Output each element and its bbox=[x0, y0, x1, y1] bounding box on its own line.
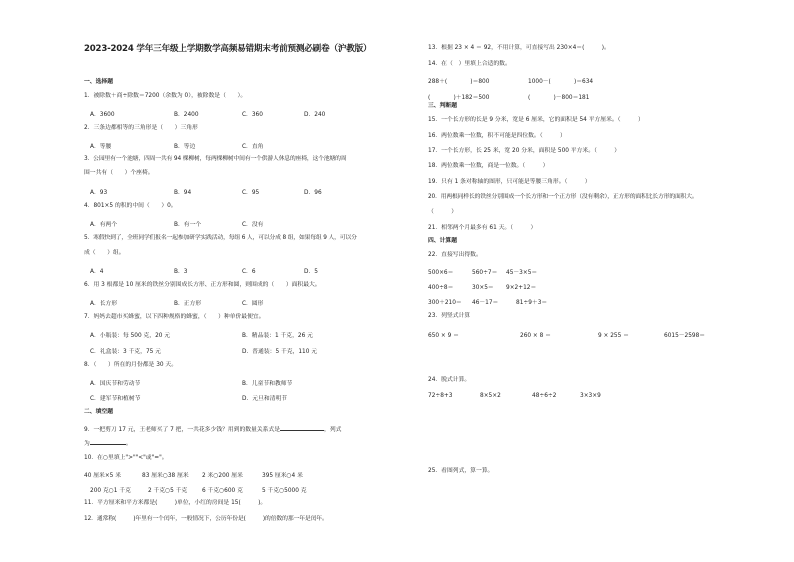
option: C．建军节和植树节 bbox=[90, 396, 141, 402]
question-8: 8．（ ）所在的月份都是 30 天。 bbox=[84, 362, 178, 368]
fill-item: ( )＋182＝500 bbox=[428, 95, 490, 101]
calc-item: 560÷7＝ bbox=[472, 270, 498, 276]
option: D．5 bbox=[304, 269, 318, 275]
calc-item: 400÷8＝ bbox=[428, 285, 454, 291]
question-20-cont: （ ） bbox=[428, 209, 457, 215]
section-fill: 二、填空题 bbox=[84, 409, 113, 415]
option: A．4 bbox=[90, 269, 104, 275]
question-3: 3．公园里有一个池塘，四周一共有 94 棵柳树，每两棵柳树中间有一个供游人休息的座椅，这个池塘的周 bbox=[84, 156, 347, 162]
option: B．正方形 bbox=[174, 301, 202, 307]
option: D．240 bbox=[304, 112, 326, 118]
calc-item: 46－17＝ bbox=[472, 300, 499, 306]
option: A．93 bbox=[90, 190, 108, 196]
calc-item: 72÷8+3 bbox=[428, 393, 453, 399]
question-12: 12．通常称( )年里有一个闰年，一般情况下，公历年份是( )的倍数的那一年是闰年。 bbox=[84, 516, 328, 522]
calc-item: 500×6＝ bbox=[428, 270, 454, 276]
calc-item: 30×5＝ bbox=[472, 285, 494, 291]
compare-item: 5 千克○5000 克 bbox=[262, 488, 307, 494]
option: B．等边 bbox=[174, 144, 196, 150]
option: D．普通装：5 千克，110 元 bbox=[242, 349, 318, 355]
option: C．直角 bbox=[242, 144, 264, 150]
option: B．3 bbox=[174, 269, 188, 275]
calc-item: 48÷6÷2 bbox=[532, 393, 557, 399]
question-16: 16．两位数乘一位数，积不可能是四位数。（ ） bbox=[428, 133, 566, 139]
option: C．没有 bbox=[242, 222, 264, 228]
question-2: 2．三条边都相等的三角形是（ ）三角形 bbox=[84, 125, 198, 131]
question-20: 20．用两根同样长的铁丝分别围成一个长方形和一个正方形（没有剩余），正方形的面积比长方形的面积大。 bbox=[428, 194, 698, 200]
question-13: 13．根据 23 × 4 ＝ 92，不用计算，可直接写出 230×4＝( )。 bbox=[428, 45, 610, 51]
option: D．96 bbox=[304, 190, 322, 196]
calc-item: 260 × 8 ＝ bbox=[520, 333, 551, 339]
option: A．小瓶装：每 500 克，20 元 bbox=[90, 333, 171, 339]
question-5: 5．寒假快到了，全班同学们报名一起参加研学实践活动，每组 6 人，可以分成 8 组，如果每组 9 人，可以分 bbox=[84, 235, 357, 241]
calc-item: 9 × 255 ＝ bbox=[598, 333, 629, 339]
compare-item: 395 厘米○4 米 bbox=[262, 473, 303, 479]
question-10: 10．在○里填上">""<"或"="。 bbox=[84, 455, 168, 461]
question-9-text-2: ，列式 bbox=[324, 427, 342, 433]
option: C．95 bbox=[242, 190, 260, 196]
question-24: 24．脱式计算。 bbox=[428, 377, 471, 383]
calc-item: 9×2+12＝ bbox=[506, 285, 537, 291]
fill-item: ( )－800＝181 bbox=[528, 95, 590, 101]
question-22: 22．直接写出得数。 bbox=[428, 252, 482, 258]
question-18: 18．两位数乘一位数，商是一位数。（ ） bbox=[428, 163, 549, 169]
option: B．精品装：1 千克，26 元 bbox=[242, 333, 313, 339]
compare-item: 6 千克○600 克 bbox=[202, 488, 243, 494]
question-19: 19．只有 1 条对称轴的图形，只可能是等腰三角形。（ ） bbox=[428, 179, 591, 185]
section-choice: 一、选择题 bbox=[84, 79, 113, 85]
option: A．等腰 bbox=[90, 144, 112, 150]
compare-item: 83 厘米○38 厘米 bbox=[142, 473, 189, 479]
question-15: 15．一个长方形的长是 9 分米，宽是 6 厘米，它的面积是 54 平方厘米。（ ） bbox=[428, 117, 644, 123]
section-calc: 四、计算题 bbox=[428, 238, 457, 244]
question-9-cont: 为 。 bbox=[84, 441, 132, 447]
option: A．长方形 bbox=[90, 301, 118, 307]
section-judge: 三、判断题 bbox=[428, 103, 457, 109]
option: A．有两个 bbox=[90, 222, 118, 228]
option: C．360 bbox=[242, 112, 263, 118]
calc-item: 45－3×5＝ bbox=[506, 270, 538, 276]
calc-item: 300＋210＝ bbox=[428, 300, 462, 306]
option: D．元旦和清明节 bbox=[242, 396, 288, 402]
question-25: 25．看图列式，算一算。 bbox=[428, 468, 494, 474]
answer-blank bbox=[90, 439, 126, 445]
calc-item: 8×5×2 bbox=[480, 393, 501, 399]
fill-item: 1000－( )＝634 bbox=[528, 79, 594, 85]
question-3-cont: 围一共有（ ）个座椅。 bbox=[84, 170, 154, 176]
question-9 bbox=[84, 425, 341, 434]
compare-item: 40 厘米×5 米 bbox=[84, 473, 121, 479]
question-7: 7．妈妈去超市买蜂蜜，以下四种规格的蜂蜜，（ ）种单价最便宜。 bbox=[84, 314, 265, 320]
calc-item: 650 × 9 ＝ bbox=[428, 333, 459, 339]
fill-item: 288＋( )＝800 bbox=[428, 79, 490, 85]
answer-blank bbox=[280, 425, 324, 431]
compare-item: 2 米○200 厘米 bbox=[202, 473, 243, 479]
question-23: 23．列竖式计算 bbox=[428, 313, 471, 319]
option: B．儿童节和教师节 bbox=[242, 381, 293, 387]
option: B．2400 bbox=[174, 112, 199, 118]
question-5-cont: 成（ ）组。 bbox=[84, 250, 125, 256]
page-title: 2023-2024 学年三年级上学期数学高频易错期末考前预测必刷卷（沪教版） bbox=[84, 44, 372, 54]
question-14: 14．在（ ）里填上合适的数。 bbox=[428, 61, 511, 67]
option: C．6 bbox=[242, 269, 256, 275]
option: C．圆形 bbox=[242, 301, 264, 307]
question-11: 11．平方厘米和平方米都是( )单位，小红的房间是 15( )。 bbox=[84, 500, 267, 506]
question-17: 17．一个长方形，长 25 米，宽 20 分米，面积是 500 平方米。（ ） bbox=[428, 148, 621, 154]
calc-item: 81÷9＋3＝ bbox=[516, 300, 548, 306]
compare-item: 2 千克○5 千克 bbox=[148, 488, 188, 494]
calc-item: 3×3×9 bbox=[580, 393, 601, 399]
compare-item: 200 克○1 千克 bbox=[90, 488, 131, 494]
question-9-text: 9．一把剪刀 17 元，王老师买了 7 把，一共花多少钱？用到的数量关系式是 bbox=[84, 427, 281, 433]
question-6: 6．用 3 根都是 10 厘米的铁丝分别围成长方形、正方形和圆，则围成的（ ）面积最大。 bbox=[84, 282, 321, 288]
calc-item: 6015－2598＝ bbox=[664, 333, 706, 339]
option: A．3600 bbox=[90, 112, 115, 118]
option: B．94 bbox=[174, 190, 192, 196]
option: A．国庆节和劳动节 bbox=[90, 381, 141, 387]
question-4: 4．801×5 的积的中间（ ）0。 bbox=[84, 203, 177, 209]
question-9-text-3: 为 bbox=[84, 441, 90, 447]
option: B．有一个 bbox=[174, 222, 202, 228]
question-1: 1．被除数＋商÷除数＝7200（余数为 0），被除数是（ ）。 bbox=[84, 93, 247, 99]
question-21: 21．相邻两个月最多有 61 天。（ ） bbox=[428, 225, 537, 231]
option: C．礼盒装：3 千克，75 元 bbox=[90, 349, 161, 355]
